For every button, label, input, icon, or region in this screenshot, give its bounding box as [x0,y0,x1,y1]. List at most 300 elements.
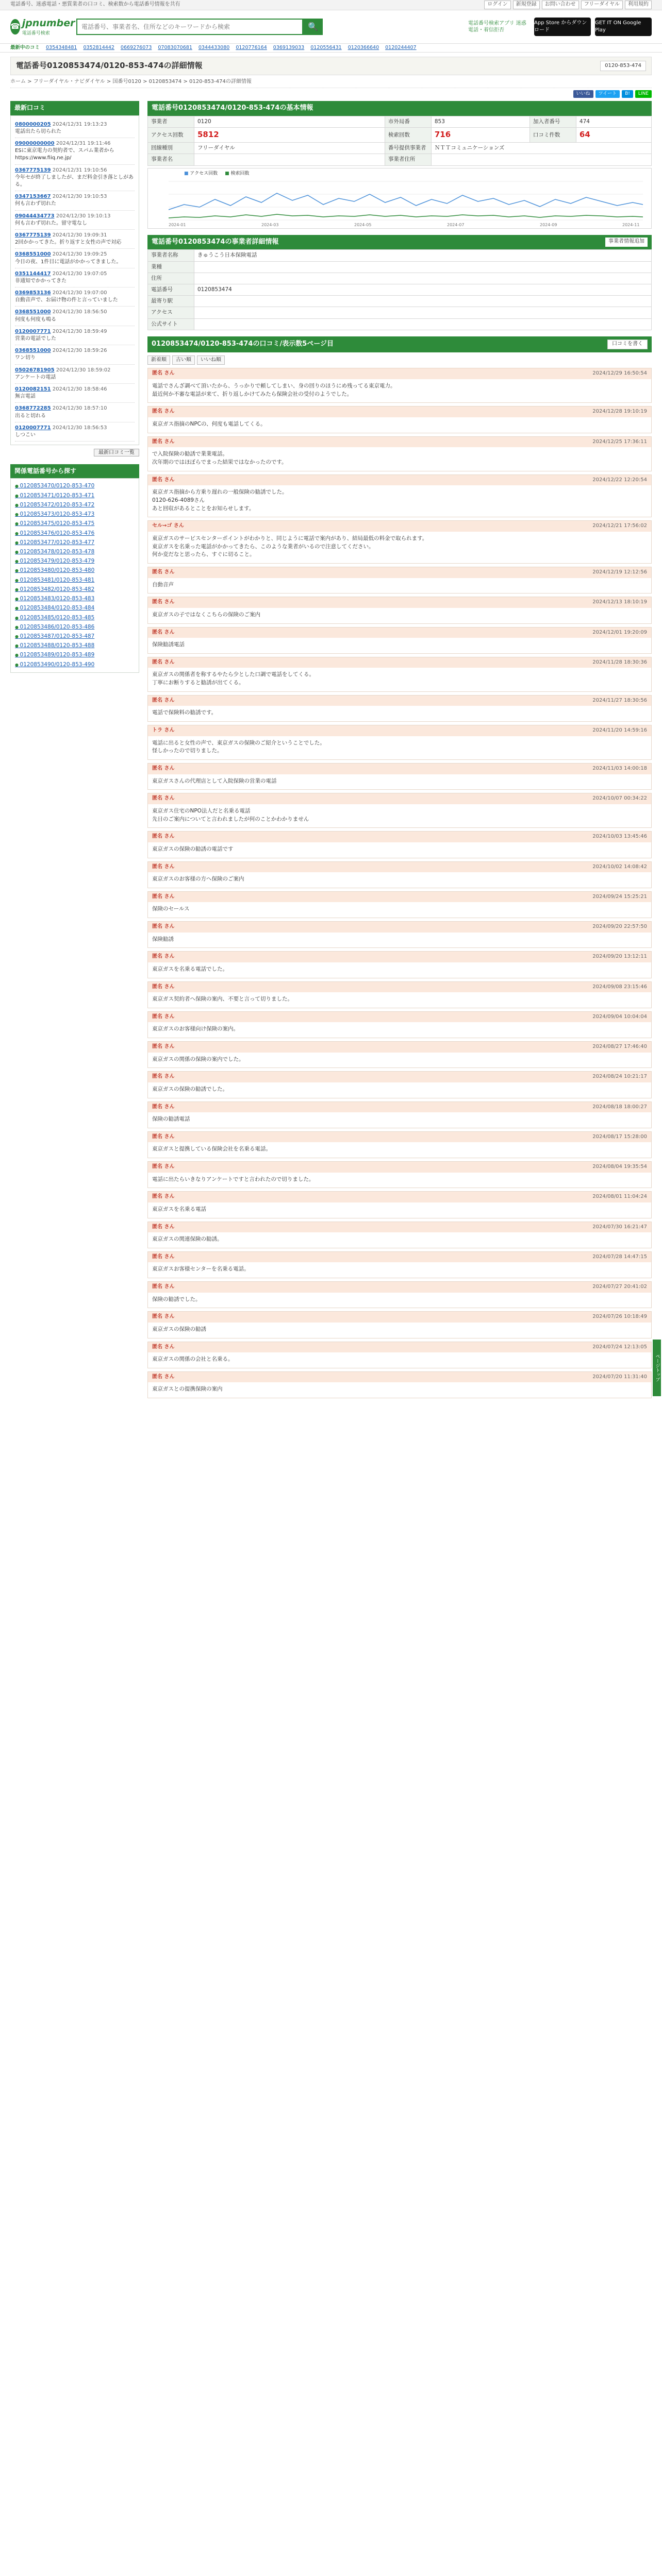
recent-comment-item[interactable] [15,403,135,422]
comment-date: 2024/07/20 11:31:40 [592,1374,647,1380]
recent-comment-text: 今日の夜、1件目に電話がかかってきました。 [15,259,122,265]
recent-comment-date: 2024/12/30 19:07:05 [52,270,107,277]
info-label: アクセス回数 [148,128,194,143]
recent-comment-number[interactable]: 09044434773 [15,213,55,219]
hatena-button[interactable]: B! [622,90,633,98]
comment-body [148,532,651,563]
content-wrap [0,98,662,1398]
info-value: ＮＴＴコミュニケーションズ [431,143,651,154]
ticker-item[interactable]: 0120776164 [236,45,267,51]
graph-label: 2024-01 [169,222,186,227]
comment-body [148,1352,651,1368]
comment-date: 2024/08/18 18:00:27 [592,1104,647,1110]
info-value: フリーダイヤル [194,143,385,154]
comment-body [148,736,651,760]
comment-text: 東京ガスの関係の会社と名乗る。 [152,1356,234,1363]
comment-body [148,1022,651,1038]
related-number-link[interactable]: ● 0120853471/0120-853-471 [15,493,94,499]
comment-body [148,1112,651,1128]
ticker-label: 最新中のコミ [10,45,40,51]
comment-text: 東京ガスの保険の勧誘でした。 [152,1086,228,1092]
business-row [148,250,652,261]
recent-comment-item[interactable] [15,119,135,138]
related-numbers-list [10,478,139,673]
comment-user: 匿名 さん [152,1374,175,1380]
comment-body [148,842,651,858]
business-value [194,318,652,330]
number-badge: 0120-853-474 [600,61,646,72]
comment-user: 匿名 さん [152,954,175,960]
comment-body [148,1232,651,1248]
comment-date: 2024/11/03 14:00:18 [592,766,647,772]
related-number-item [15,595,135,604]
app-promo [468,18,652,36]
comment-item [147,1342,652,1368]
related-number-item [15,660,135,669]
recent-comment-item[interactable] [15,211,135,230]
info-value: 0120 [194,116,385,128]
comment-user: 匿名 さん [152,1104,175,1110]
recent-comment-number[interactable]: 0120082151 [15,386,51,392]
legend-search-label: 検索回数 [230,171,250,176]
recent-comment-item[interactable] [15,307,135,326]
comment-user: 匿名 さん [152,1344,175,1350]
floating-side-tab[interactable]: ページトップ [653,1340,661,1396]
comment-date: 2024/07/26 10:18:49 [592,1314,647,1320]
comment-text: 東京ガスとの提携保険の案内 [152,1386,223,1393]
comment-text: 保険勧誘電話 [152,641,185,648]
related-number-link[interactable]: ● 0120853473/0120-853-473 [15,511,94,517]
comment-item [147,1041,652,1068]
comment-header [148,368,651,379]
comment-body [148,872,651,888]
recent-comment-text: 出ると切れる [15,413,46,419]
comment-body [148,417,651,433]
graph-label: 2024-11 [622,222,640,227]
comment-header [148,764,651,774]
comment-item [147,1071,652,1098]
comment-item [147,406,652,433]
comment-text: 東京ガス契約者へ保険の案内、不要と言って切りました。 [152,996,293,1003]
recent-comment-item[interactable] [15,365,135,384]
recent-comment-item[interactable] [15,138,135,165]
comment-text: 東京ガスの保険の勧誘の電話です [152,845,234,852]
ticker-item[interactable]: 07083070681 [158,45,192,51]
topbar-link-terms[interactable]: 利用規約 [625,1,652,9]
recent-comment-text: 営業の電話でした [15,336,56,342]
comment-header [148,1132,651,1143]
comment-date: 2024/09/08 23:15:46 [592,984,647,990]
business-row [148,307,652,318]
recent-comment-date: 2024/12/30 18:59:49 [52,328,107,334]
recent-comment-number[interactable]: 0347153667 [15,194,51,200]
comment-item [147,627,652,654]
sort-newest[interactable]: 新着順 [147,355,170,365]
comment-header [148,952,651,962]
more-recent-button[interactable]: 最新口コミ一覧 [94,449,139,456]
info-label: 口コミ件数 [529,128,576,143]
recent-comment-item[interactable] [15,165,135,192]
recent-comment-item[interactable] [15,422,135,442]
comment-text: 東京ガスの関係者を称するやたら少とした口調で電話をしてくる。 丁寧にお断りすると勧誘が出てくる。 [152,671,315,686]
business-value [194,296,652,307]
comment-user: セル→ゴ さん [152,523,184,529]
line-button[interactable]: LINE [635,90,652,98]
app-store-button[interactable]: App Store からダウンロード [534,18,591,36]
comment-header [148,1042,651,1053]
recent-comment-date: 2024/12/30 18:56:50 [52,309,107,315]
related-number-link[interactable]: ● 0120853476/0120-853-476 [15,530,94,536]
comment-header [148,725,651,736]
recent-comment-text: 何も言わず切れた。留守電なし [15,220,87,226]
info-value: 474 [576,116,651,128]
comment-body [148,578,651,594]
recent-comment-text: ワン切り [15,355,36,361]
legend-access-label: アクセス回数 [190,171,218,176]
related-number-item [15,519,135,529]
recent-comment-text: 何度も何度も鳴る [15,316,56,323]
recent-comment-item[interactable] [15,249,135,268]
recent-comment-item[interactable] [15,268,135,287]
comment-header [148,437,651,448]
comment-item [147,763,652,790]
recent-comment-item[interactable] [15,326,135,345]
info-label: 加入者番号 [529,116,576,128]
recent-comment-item[interactable] [15,287,135,307]
comment-date: 2024/12/13 18:10:19 [592,599,647,605]
recent-comment-text: 電話出たら切られた [15,128,61,134]
comment-header [148,597,651,608]
graph-svg [148,168,651,228]
comment-date: 2024/09/20 13:12:11 [592,954,647,960]
comment-item [147,1371,652,1398]
related-number-item [15,557,135,566]
google-play-button[interactable]: GET IT ON Google Play [595,18,652,36]
recent-comments-list [10,115,139,445]
related-number-item [15,510,135,519]
ticker-item[interactable]: 0369139033 [273,45,305,51]
topbar-link-register[interactable]: 新規登録 [513,1,540,9]
logo-text: jpnumber [22,17,75,29]
comment-body [148,638,651,653]
share-buttons [10,90,652,98]
legend-search: ■ 検索回数 [225,171,250,176]
recent-comment-item[interactable] [15,345,135,364]
comment-header [148,475,651,486]
comment-user: 匿名 さん [152,659,175,665]
comment-body [148,1323,651,1338]
comment-item [147,597,652,623]
topbar-link-login[interactable]: ログイン [484,1,511,9]
recent-comment-text: アンケートの電話 [15,374,56,380]
business-value: 0120853474 [194,284,652,296]
graph-label: 2024-09 [540,222,557,227]
related-number-link[interactable]: ● 0120853489/0120-853-489 [15,652,94,658]
related-number-link[interactable]: ● 0120853485/0120-853-485 [15,615,94,621]
comment-text: 東京ガスを名乗る電話 [152,1206,206,1212]
comment-body [148,1173,651,1188]
related-number-link[interactable]: ● 0120853484/0120-853-484 [15,605,94,611]
related-number-link[interactable]: ● 0120853479/0120-853-479 [15,558,94,564]
related-number-item [15,585,135,594]
logo-mark-icon: ☎ [10,19,20,35]
business-label: アクセス [148,307,194,318]
comment-item [147,861,652,888]
comment-header [148,521,651,532]
comment-item [147,891,652,918]
comment-text: 東京ガスのサービスセンターポイントがわかりと、同じように電話で案内があり、結局最低の料金で取られます。 東京ガスを名乗った電話がかかってきたら、このような業者がいるので注意してください。 何か変だなと思ったら、すぐに切ること。 [152,535,428,558]
comment-text: 東京ガスお客様センターを名乗る電話。 [152,1266,250,1273]
comment-user: 匿名 さん [152,438,175,445]
business-label: 電話番号 [148,284,194,296]
ticker-item[interactable]: 0120556431 [310,45,342,51]
business-section [147,235,652,330]
recent-comment-number[interactable]: 0368551000 [15,348,51,354]
ticker-item[interactable]: 0120366640 [347,45,379,51]
comment-text: で入院保険の勧誘で業業電話。 次年期のではほぼらでまった結果ではなかったのです。 [152,451,287,465]
recent-comment-text: 自動音声で、お届け物の件と言っていました [15,297,118,303]
business-value [194,273,652,284]
recent-comment-text: 2回かかってきた。折り返すと女性の声で対応 [15,240,122,246]
related-number-link[interactable]: ● 0120853470/0120-853-470 [15,483,94,489]
ticker-item[interactable]: 0344433080 [198,45,230,51]
comment-header [148,1102,651,1113]
recent-comment-number[interactable]: 0367775139 [15,232,51,238]
comment-header [148,1282,651,1293]
comments-title-bar [147,336,652,352]
related-number-link[interactable]: ● 0120853475/0120-853-475 [15,520,94,527]
comment-text: 電話に出ると女性の声で、東京ガスの保険のご紹介ということでした。 怪しかったので切りました。 [152,739,325,754]
comment-item [147,567,652,594]
comment-item [147,831,652,858]
search-line [169,214,643,218]
related-number-link[interactable]: ● 0120853483/0120-853-483 [15,596,94,602]
comment-body [148,1053,651,1068]
search-count: 716 [431,128,529,143]
related-number-link[interactable]: ● 0120853487/0120-853-487 [15,633,94,639]
related-number-link[interactable]: ● 0120853490/0120-853-490 [15,662,94,668]
business-value: きゅうこう日本保険電話 [194,250,652,261]
related-number-link[interactable]: ● 0120853472/0120-853-472 [15,502,94,508]
comment-date: 2024/11/28 18:30:36 [592,659,647,665]
comment-header [148,1372,651,1383]
page-title-bar [10,57,652,75]
related-number-link[interactable]: ● 0120853477/0120-853-477 [15,539,94,546]
sidebar [10,101,139,1398]
comment-text: 電話でさんざ調べて頂いたから、うっかりで頼してしまい、身の回りのほうにめ残ってる東京電力。 最近何か不審な電話が来て、折り返しかけてみたら保険会社の受付のようでした。 [152,382,396,397]
recent-comment-number[interactable]: 0367775139 [15,167,51,173]
comment-item [147,951,652,978]
comment-header [148,1252,651,1263]
recent-comment-number[interactable]: 0800000205 [15,121,51,127]
page-title: 電話番号0120853474/0120-853-474の詳細情報 [16,61,203,70]
comment-user: 匿名 さん [152,863,175,870]
comment-text: 東京ガス指摘から方乗り遅れの一般保険の勧誘でした。 0120-626-4089さん あと回収があるとことをお知らせします。 [152,489,288,512]
business-label: 住所 [148,273,194,284]
topbar-link-contact[interactable]: お問い合わせ [542,1,579,9]
business-label: 公式サイト [148,318,194,330]
ticker-item[interactable]: 0120244407 [385,45,417,51]
comment-body [148,1142,651,1158]
related-number-link[interactable]: ● 0120853488/0120-853-488 [15,642,94,649]
comment-date: 2024/07/27 20:41:02 [592,1284,647,1290]
info-label: 番号提供事業者 [385,143,431,154]
comment-body [148,1382,651,1398]
comment-text: 電話に出たらいきなりアンケートですと言われたので切りました。 [152,1176,315,1182]
comment-body [148,933,651,948]
comment-item [147,921,652,948]
recent-comment-date: 2024/12/30 19:10:13 [56,213,111,219]
comment-user: 匿名 さん [152,599,175,605]
post-comment-button[interactable]: 口コミを書く [607,340,648,349]
info-label: 事業者 [148,116,194,128]
recent-comment-text: 今年セが終了しましたが、まだ料金引き落としがある。 [15,174,134,188]
sort-oldest[interactable]: 古い順 [172,355,195,365]
recent-comment-number[interactable]: 0120007771 [15,425,51,431]
comment-body [148,668,651,691]
comments-title: 0120853474/0120-853-474の口コミ/表示数5ページ目 [152,340,334,348]
sort-likes[interactable]: いいね順 [197,355,225,365]
info-value: 853 [431,116,529,128]
comment-date: 2024/11/20 14:59:16 [592,727,647,734]
recent-comment-number[interactable]: 05026781905 [15,367,55,373]
comment-header [148,922,651,933]
comment-text: 保険の勧誘でした。 [152,1296,201,1302]
recent-comment-number[interactable]: 0368772285 [15,405,51,412]
related-number-item [15,622,135,632]
recent-comment-text: しつこい [15,432,36,438]
comment-text: 保険のセールス [152,906,190,912]
comment-item [147,1191,652,1218]
related-number-item [15,613,135,622]
related-number-link[interactable]: ● 0120853482/0120-853-482 [15,586,94,592]
recent-comment-date: 2024/12/31 19:11:46 [56,141,111,147]
recent-comment-number[interactable]: 0351144417 [15,270,51,277]
comment-body [148,1262,651,1278]
related-number-item [15,529,135,538]
comment-body [148,608,651,623]
comment-text: 東京ガス住宅のNPO法人だと名乗る電話 先日のご案内についてと言われましたが何のことかわかりません [152,807,309,822]
recent-comment-item[interactable] [15,191,135,210]
related-number-item [15,566,135,575]
recent-comment-number[interactable]: 0368551000 [15,309,51,315]
search-input[interactable] [76,19,303,35]
comment-date: 2024/12/28 19:10:19 [592,409,647,415]
comment-date: 2024/07/28 14:47:15 [592,1253,647,1260]
business-row [148,284,652,296]
comment-item [147,1311,652,1338]
comment-item [147,1101,652,1128]
search-button[interactable]: 🔍 [303,19,323,35]
comment-user: 匿名 さん [152,924,175,930]
comment-header [148,1222,651,1233]
recent-comment-number[interactable]: 0120007771 [15,328,51,334]
comment-text: 保険勧誘 [152,936,174,942]
comment-date: 2024/08/17 15:28:00 [592,1133,647,1140]
recent-comment-number[interactable]: 0369853136 [15,290,51,296]
recent-comment-date: 2024/12/30 18:56:53 [52,425,107,431]
recent-comment-item[interactable] [15,384,135,403]
site-logo[interactable] [10,14,75,39]
access-count: 5812 [194,128,385,143]
comment-text: 東京ガスのお客様の方へ保険のご案内 [152,876,244,883]
recent-comment-number[interactable]: 0368551000 [15,251,51,258]
comment-item [147,981,652,1008]
comment-date: 2024/09/24 15:25:21 [592,893,647,900]
comment-item [147,793,652,828]
comment-body [148,902,651,918]
info-value [431,154,651,165]
related-number-item [15,641,135,651]
comment-date: 2024/09/20 22:57:50 [592,924,647,930]
comment-date: 2024/09/04 10:04:04 [592,1013,647,1020]
comment-item [147,368,652,403]
comment-user: トラ さん [152,727,175,734]
related-number-link[interactable]: ● 0120853486/0120-853-486 [15,624,94,630]
graph-label: 2024-05 [354,222,372,227]
recent-comments-title: 最新口コミ [10,101,139,115]
related-number-item [15,491,135,500]
comment-date: 2024/07/24 12:13:05 [592,1344,647,1350]
related-number-link[interactable]: ● 0120853481/0120-853-481 [15,577,94,583]
facebook-like-button[interactable]: いいね [573,90,593,98]
business-label: 最寄り駅 [148,296,194,307]
topbar-link-freedial[interactable]: フリーダイヤル [581,1,623,9]
comment-date: 2024/10/02 14:08:42 [592,863,647,870]
comment-item [147,1131,652,1158]
info-label: 検索回数 [385,128,431,143]
info-label: 事業者名 [148,154,194,165]
related-number-link[interactable]: ● 0120853478/0120-853-478 [15,549,94,555]
comment-item [147,1011,652,1038]
comment-header [148,1312,651,1323]
comment-body [148,379,651,403]
comment-text: 自動音声 [152,581,174,588]
business-label: 事業者名称 [148,250,194,261]
info-value [194,154,385,165]
comment-user: 匿名 さん [152,1074,175,1080]
comment-user: 匿名 さん [152,1253,175,1260]
info-label: 回線種別 [148,143,194,154]
related-number-item [15,604,135,613]
recent-comment-date: 2024/12/30 19:07:00 [52,290,107,296]
breadcrumb[interactable]: ホーム > フリーダイヤル・ナビダイヤル > 国番号0120 > 0120853474 > 0120-853-474の詳細情報 [10,78,652,89]
comment-body [148,992,651,1008]
ticker-item[interactable]: 0354348481 [46,45,77,51]
comment-text: 東京ガスの子ではなくこちらの保険のご案内 [152,611,260,618]
related-number-item [15,500,135,510]
comment-item [147,725,652,760]
comment-header [148,1072,651,1082]
comment-body [148,774,651,790]
recent-comment-number[interactable]: 09000000000 [15,141,55,147]
recent-comment-item[interactable] [15,230,135,249]
comment-item [147,695,652,722]
add-business-button[interactable]: 事業者情報追加 [605,238,648,247]
ticker-item[interactable]: 0669276073 [120,45,152,51]
comment-user: 匿名 さん [152,409,175,415]
tweet-button[interactable]: ツイート [595,90,620,98]
comment-header [148,862,651,873]
comment-header [148,657,651,668]
comment-header [148,628,651,638]
business-table [147,249,652,330]
comment-user: 匿名 さん [152,1194,175,1200]
ticker-item[interactable]: 0352814442 [83,45,114,51]
recent-comment-date: 2024/12/30 19:09:25 [52,251,107,258]
comment-date: 2024/12/22 12:20:54 [592,477,647,483]
related-number-link[interactable]: ● 0120853480/0120-853-480 [15,567,94,573]
